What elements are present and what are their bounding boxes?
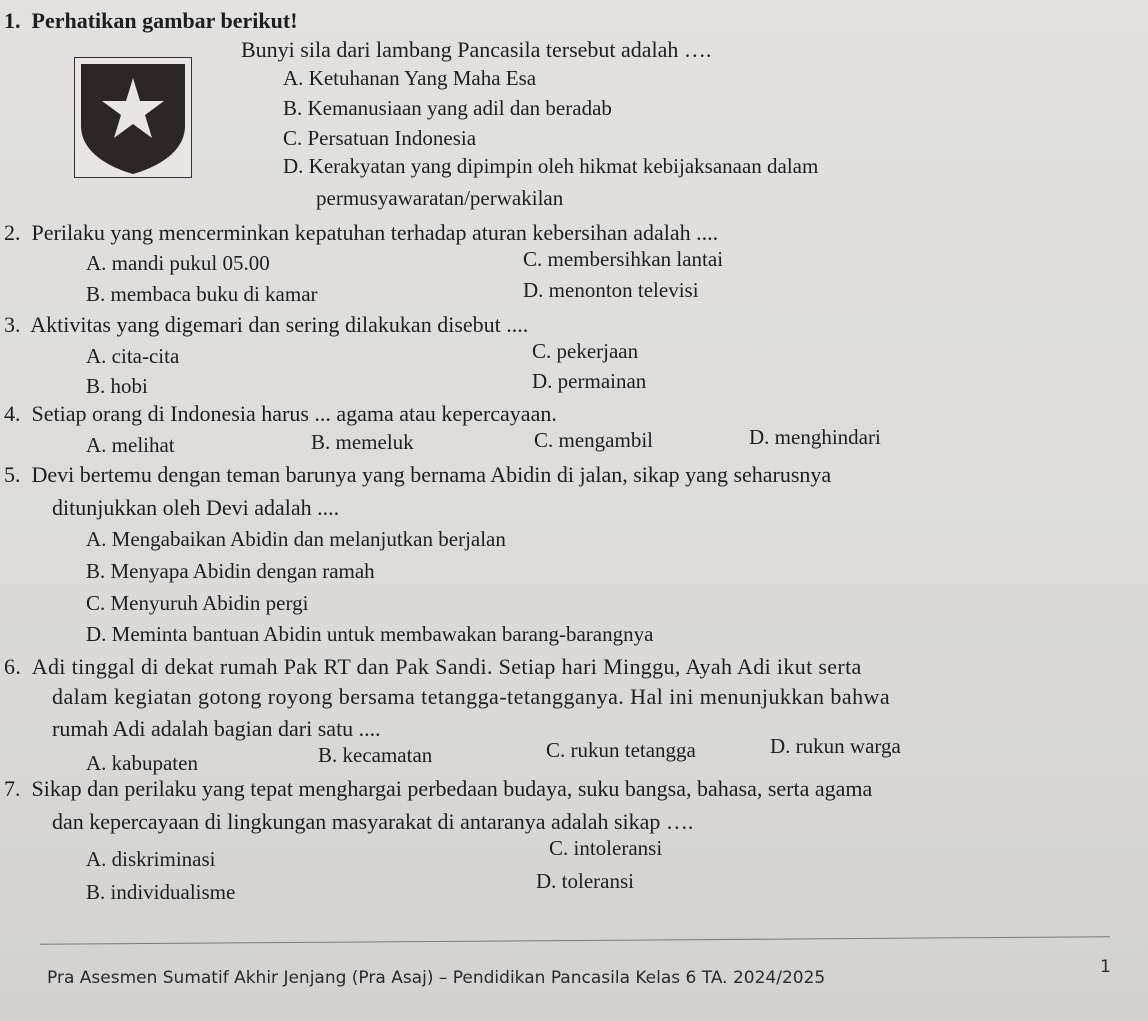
- q6-option-b: B. kecamatan: [318, 743, 433, 767]
- q7-option-b: B. individualisme: [86, 880, 236, 904]
- q4-number: 4.: [4, 401, 21, 426]
- q2-question-text: Perilaku yang mencerminkan kepatuhan terhadap aturan kebersihan adalah ....: [31, 220, 719, 245]
- q1-option-b: B. Kemanusiaan yang adil dan beradab: [283, 96, 612, 120]
- q1-number: 1.: [4, 8, 21, 33]
- q6-option-d: D. rukun warga: [770, 734, 901, 758]
- q7-number: 7.: [4, 776, 21, 801]
- q1-option-a: A. Ketuhanan Yang Maha Esa: [283, 66, 537, 90]
- q5-option-b: B. Menyapa Abidin dengan ramah: [86, 559, 375, 583]
- q6-question: [4, 654, 862, 680]
- q4-option-a: A. melihat: [86, 433, 175, 457]
- q3-question: [4, 312, 528, 338]
- q3-number: 3.: [4, 312, 21, 337]
- q4-option-d: D. menghindari: [749, 425, 881, 449]
- q6-option-a: A. kabupaten: [86, 751, 198, 775]
- q1-question: Bunyi sila dari lambang Pancasila tersebut adalah ….: [241, 37, 712, 62]
- q1-option-d: D. Kerakyatan yang dipimpin oleh hikmat kebijaksanaan dalam: [283, 154, 819, 178]
- q3-option-d: D. permainan: [532, 369, 647, 393]
- q1-option-d-cont: permusyawaratan/perwakilan: [316, 186, 564, 210]
- footer-text: Pra Asesmen Sumatif Akhir Jenjang (Pra Asaj) – Pendidikan Pancasila Kelas 6 TA. 2024/2025: [47, 968, 826, 988]
- q4-question: [4, 401, 557, 427]
- q5-option-c: C. Menyuruh Abidin pergi: [86, 591, 309, 615]
- q2-question: [4, 220, 718, 246]
- page-number: 1: [1100, 957, 1111, 977]
- q3-option-a: A. cita-cita: [86, 344, 180, 368]
- q2-number: 2.: [4, 220, 21, 245]
- q2-option-a: A. mandi pukul 05.00: [86, 251, 270, 275]
- q7-option-c: C. intoleransi: [549, 836, 663, 860]
- q1-header: [4, 8, 298, 34]
- q4-option-c: C. mengambil: [534, 428, 653, 452]
- q2-option-d: D. menonton televisi: [523, 278, 699, 302]
- q1-header-text: Perhatikan gambar berikut!: [31, 8, 298, 33]
- q6-option-c: C. rukun tetangga: [546, 738, 696, 762]
- q5-question-line1: Devi bertemu dengan teman barunya yang bernama Abidin di jalan, sikap yang seharusnya: [31, 462, 832, 487]
- q5-question: [4, 462, 831, 488]
- q2-option-b: B. membaca buku di kamar: [86, 282, 318, 306]
- q4-question-text: Setiap orang di Indonesia harus ... agama atau kepercayaan.: [31, 401, 557, 426]
- q2-option-c: C. membersihkan lantai: [523, 247, 724, 271]
- shield-star-emblem: [74, 57, 192, 178]
- q4-option-b: B. memeluk: [311, 430, 414, 454]
- q5-option-d: D. Meminta bantuan Abidin untuk membawakan barang-barangnya: [86, 622, 654, 646]
- q7-question-line2: dan kepercayaan di lingkungan masyarakat di antaranya adalah sikap ….: [52, 809, 694, 834]
- q3-option-b: B. hobi: [86, 374, 148, 398]
- q7-question-line1: Sikap dan perilaku yang tepat menghargai perbedaan budaya, suku bangsa, bahasa, serta agama: [31, 776, 873, 801]
- q6-question-line2: dalam kegiatan gotong royong bersama tetangga-tetangganya. Hal ini menunjukkan bahwa: [52, 684, 891, 709]
- q7-question: [4, 776, 872, 802]
- footer-divider: [40, 936, 1110, 944]
- q3-option-c: C. pekerjaan: [532, 339, 639, 363]
- q5-number: 5.: [4, 462, 21, 487]
- q3-question-text: Aktivitas yang digemari dan sering dilakukan disebut ....: [30, 312, 529, 337]
- q5-option-a: A. Mengabaikan Abidin dan melanjutkan berjalan: [86, 527, 506, 551]
- q6-number: 6.: [4, 654, 22, 679]
- q5-question-line2: ditunjukkan oleh Devi adalah ....: [52, 495, 340, 520]
- q6-question-line1: Adi tinggal di dekat rumah Pak RT dan Pak Sandi. Setiap hari Minggu, Ayah Adi ikut serta: [31, 654, 862, 679]
- shield-star-icon: [75, 58, 191, 177]
- q1-option-c: C. Persatuan Indonesia: [283, 126, 477, 150]
- q7-option-d: D. toleransi: [536, 869, 634, 893]
- q7-option-a: A. diskriminasi: [86, 847, 216, 871]
- q6-question-line3: rumah Adi adalah bagian dari satu ....: [52, 716, 381, 741]
